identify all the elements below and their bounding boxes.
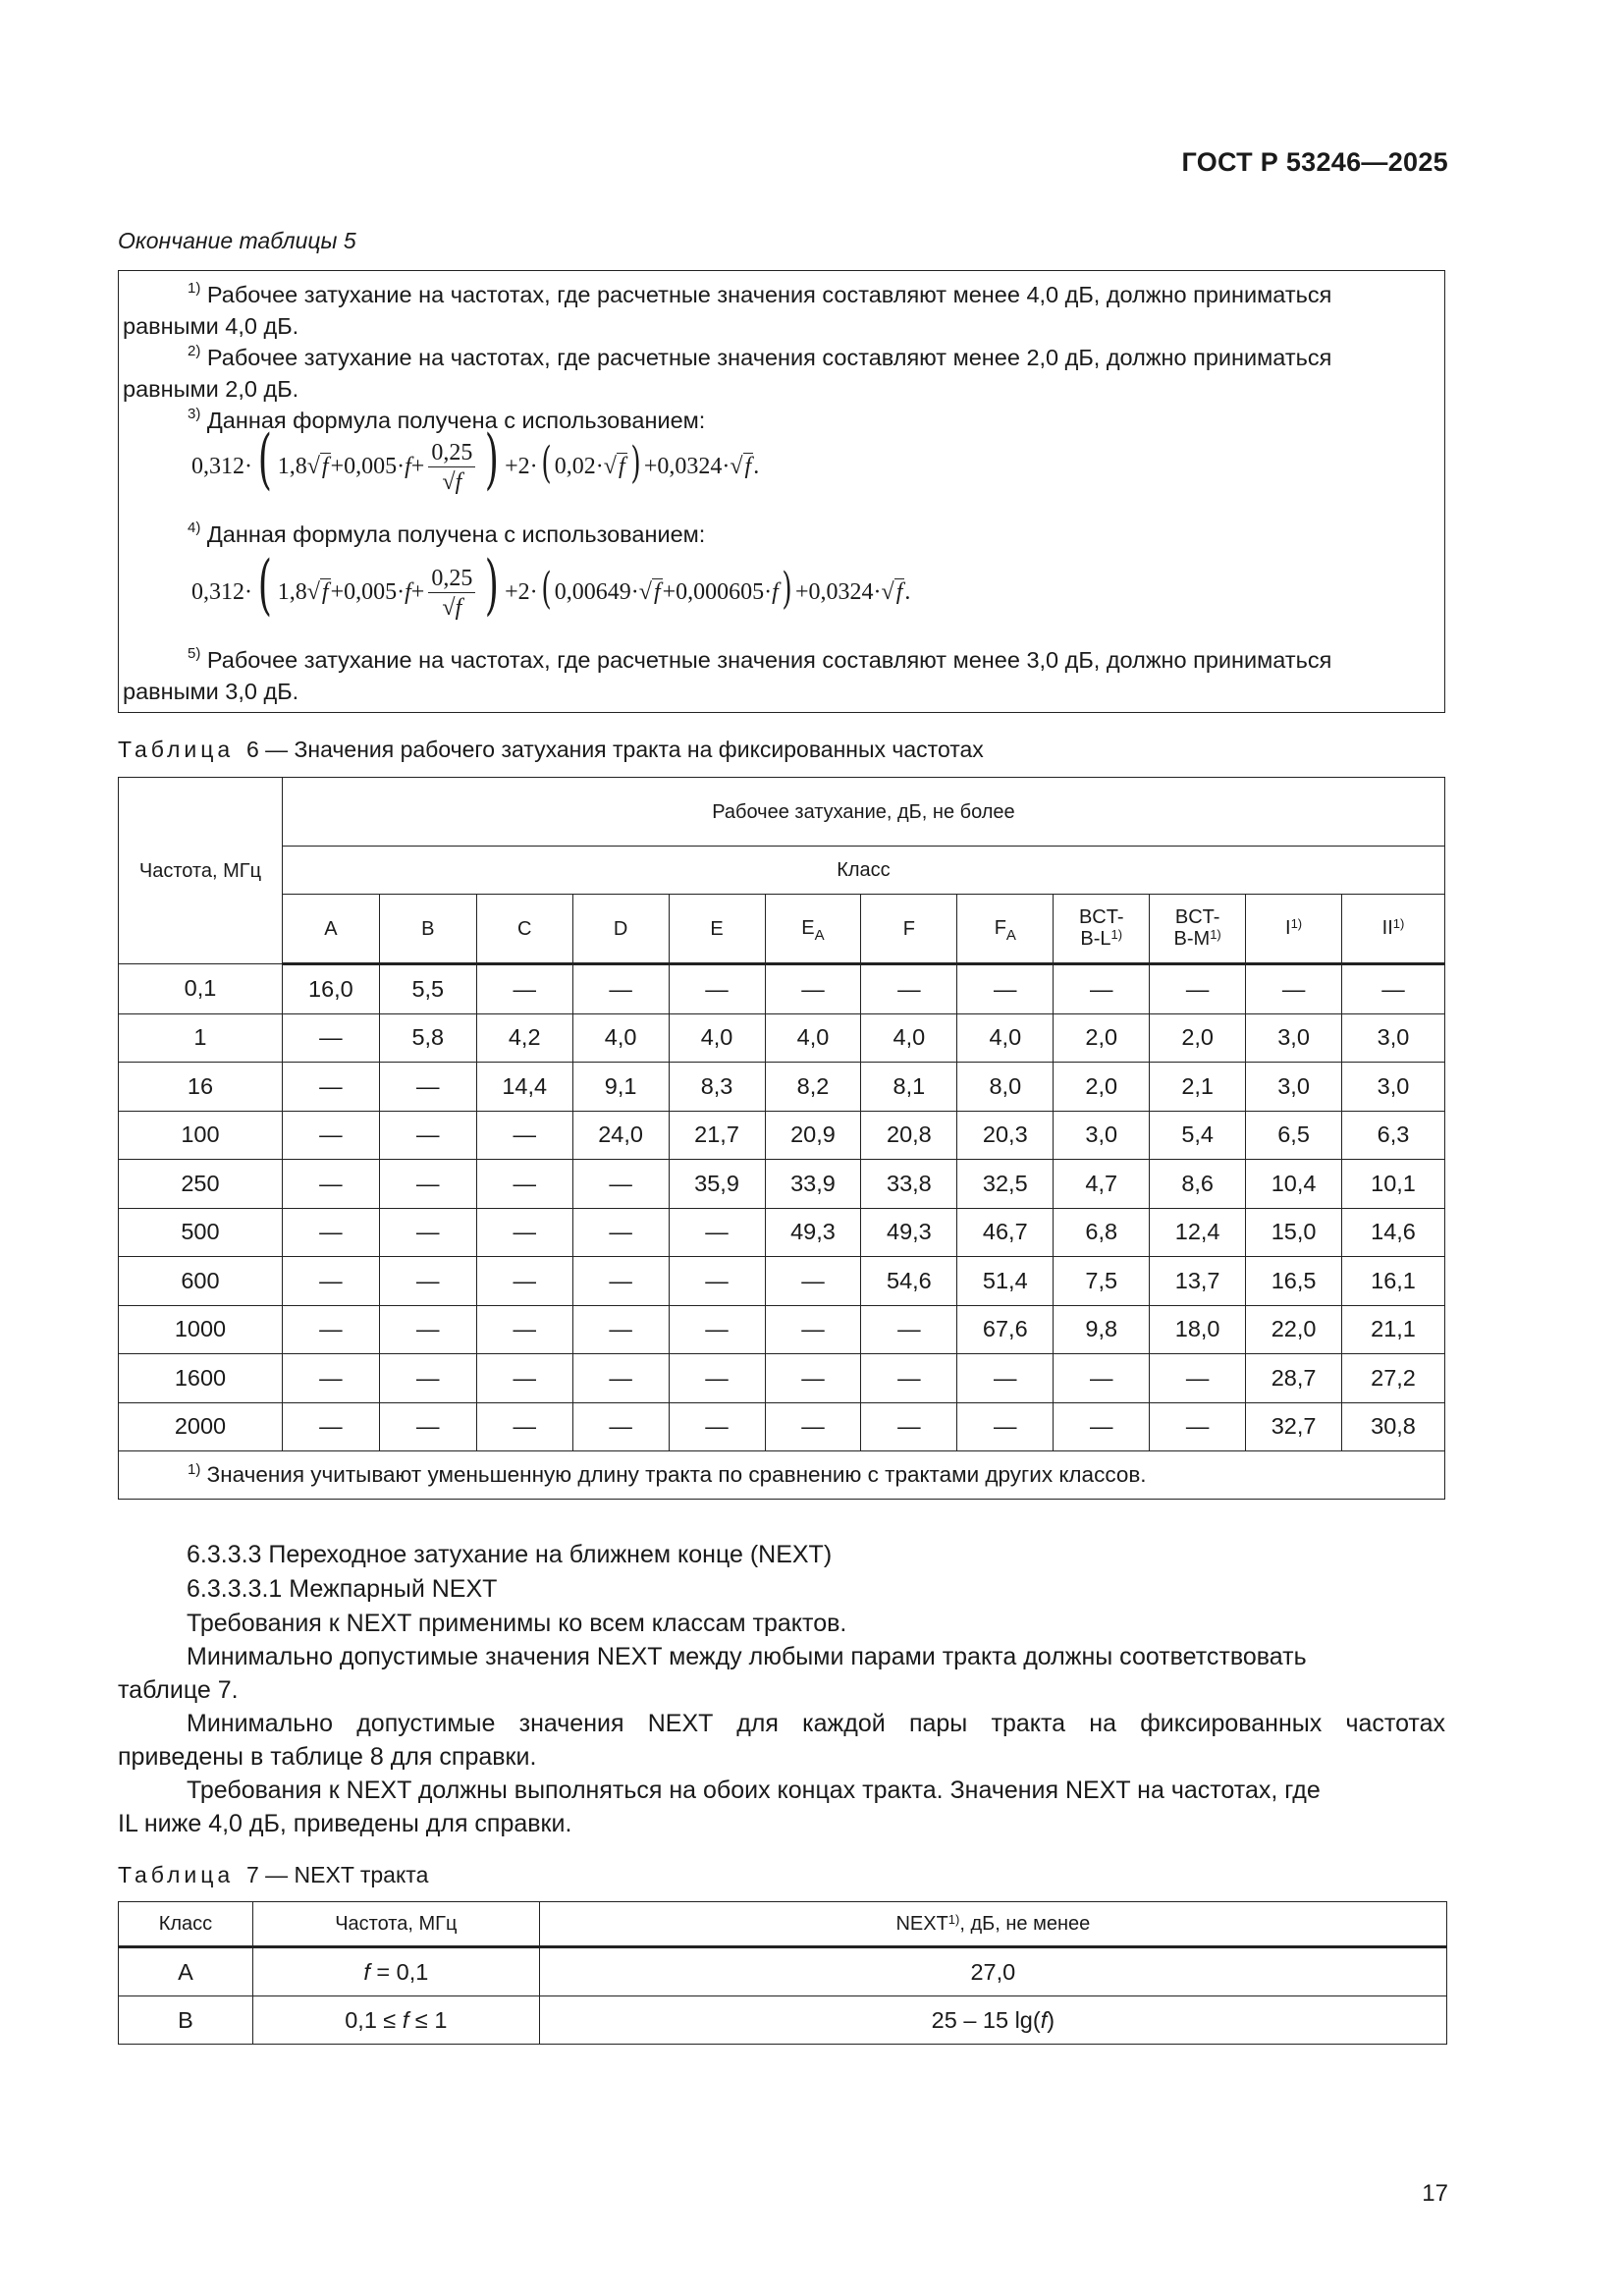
table6-cell-value: 4,0 xyxy=(861,1013,957,1063)
formula-1-sqrt1: √f xyxy=(306,454,329,479)
footnote-1-line2: равными 4,0 дБ. xyxy=(123,313,299,339)
table6-cell-value: 33,8 xyxy=(861,1160,957,1209)
footnote-1-text: Рабочее затухание на частотах, где расчетные значения составляют менее 4,0 дБ, должно приниматься xyxy=(206,282,1332,307)
table6 xyxy=(118,777,1445,1500)
table6-cell-value: 33,9 xyxy=(765,1160,861,1209)
table6-cell-value: — xyxy=(1246,964,1342,1014)
table6-cell-value: — xyxy=(379,1111,476,1160)
table-row xyxy=(119,1063,1445,1112)
table6-cell-value: — xyxy=(1054,964,1150,1014)
table6-cell-value: — xyxy=(669,1208,765,1257)
footnote-5-text: Рабочее затухание на частотах, где расчетные значения составляют менее 3,0 дБ, должно приниматься xyxy=(206,647,1332,673)
table6-cell-value: 20,8 xyxy=(861,1111,957,1160)
table6-cell-value: 5,4 xyxy=(1150,1111,1246,1160)
table6-cell-value: — xyxy=(861,1402,957,1451)
table6-cell-value: — xyxy=(476,1257,572,1306)
table-row xyxy=(119,964,1445,1014)
table6-cell-value: 22,0 xyxy=(1246,1305,1342,1354)
table6-cell-value: — xyxy=(379,1305,476,1354)
paragraph-1: Требования к NEXT применимы ко всем классам трактов. xyxy=(187,1610,847,1637)
table7-cell-class: A xyxy=(119,1947,253,1996)
table6-cell-value: 10,4 xyxy=(1246,1160,1342,1209)
formula-1-rparen: ) xyxy=(485,421,500,497)
formula-1-term2: +0,005· xyxy=(330,454,406,479)
table6-cell-value: — xyxy=(1150,1354,1246,1403)
table6-cell-value: 3,0 xyxy=(1342,1063,1445,1112)
paragraph-3-line1: Минимально допустимые значения NEXT для каждой пары тракта на фиксированных частотах xyxy=(187,1710,1445,1737)
formula-1-term: 1,8 xyxy=(277,454,307,479)
footnote-3-text: Данная формула получена с использованием: xyxy=(206,408,706,433)
footnote-4-text: Данная формула получена с использованием: xyxy=(206,521,706,547)
table6-cell-value: 9,1 xyxy=(572,1063,669,1112)
table6-cell-value: 24,0 xyxy=(572,1111,669,1160)
table6-cell-frequency: 1000 xyxy=(119,1305,283,1354)
table6-class-d: D xyxy=(572,895,669,964)
table6-cell-value: — xyxy=(282,1160,379,1209)
table6-cell-value: 7,5 xyxy=(1054,1257,1150,1306)
table-row xyxy=(119,1208,1445,1257)
table6-cell-value: — xyxy=(669,1402,765,1451)
formula-1-fraction: $\frac{0,25}{√f}$ xyxy=(428,439,475,497)
table6-cell-value: — xyxy=(669,1354,765,1403)
table6-cell-value: 46,7 xyxy=(957,1208,1054,1257)
table6-cell-value: — xyxy=(572,1354,669,1403)
table6-class-e: E xyxy=(669,895,765,964)
table6-cell-value: — xyxy=(572,1208,669,1257)
table6-cell-value: 54,6 xyxy=(861,1257,957,1306)
table6-cell-value: 4,7 xyxy=(1054,1160,1150,1209)
table6-note: $^{1)}$ Значения учитывают уменьшенную длину тракта по сравнению с трактами других классов. xyxy=(119,1451,1445,1500)
table7-cell-frequency: f = 0,1 xyxy=(252,1947,539,1996)
table6-header-attenuation: Рабочее затухание, дБ, не более xyxy=(282,778,1444,847)
table6-cell-value: — xyxy=(669,1257,765,1306)
table6-cell-value: 32,7 xyxy=(1246,1402,1342,1451)
table6-cell-value: 20,3 xyxy=(957,1111,1054,1160)
table6-class-bct-b-m: BCT- $B-M^{1)}$ xyxy=(1150,895,1246,964)
table6-cell-value: — xyxy=(572,964,669,1014)
table6-cell-value: 27,2 xyxy=(1342,1354,1445,1403)
table6-cell-value: — xyxy=(379,1208,476,1257)
table6-cell-value: — xyxy=(572,1305,669,1354)
footnote-2-mark: 2) xyxy=(188,343,201,359)
continuation-caption: Окончание таблицы 5 xyxy=(118,228,356,253)
table-row xyxy=(119,1305,1445,1354)
table7 xyxy=(118,1901,1447,2045)
table6-cell-value: 20,9 xyxy=(765,1111,861,1160)
table6-cell-value: — xyxy=(476,1111,572,1160)
table6-cell-value: — xyxy=(282,1354,379,1403)
table6-cell-value: — xyxy=(379,1402,476,1451)
table6-cell-value: 8,0 xyxy=(957,1063,1054,1112)
table6-class-f: F xyxy=(861,895,957,964)
table6-cell-value: — xyxy=(957,1402,1054,1451)
table6-cell-value: 4,2 xyxy=(476,1013,572,1063)
paragraph-4-line1: Требования к NEXT должны выполняться на обоих концах тракта. Значения NEXT на частотах, где xyxy=(187,1777,1321,1804)
table6-cell-value: 16,5 xyxy=(1246,1257,1342,1306)
table6-cell-value: — xyxy=(282,1208,379,1257)
formula-2-fraction: $\frac{0,25}{√f}$ xyxy=(428,565,475,623)
table6-cell-value: — xyxy=(379,1257,476,1306)
table6-cell-value: 8,1 xyxy=(861,1063,957,1112)
table6-cell-value: 18,0 xyxy=(1150,1305,1246,1354)
table6-cell-value: 3,0 xyxy=(1246,1063,1342,1112)
table6-cell-value: 35,9 xyxy=(669,1160,765,1209)
table6-cell-frequency: 2000 xyxy=(119,1402,283,1451)
table6-cell-value: 13,7 xyxy=(1150,1257,1246,1306)
table6-cell-value: 12,4 xyxy=(1150,1208,1246,1257)
footnote-3-mark: 3) xyxy=(188,406,201,422)
table-row xyxy=(119,1160,1445,1209)
table6-class-b: B xyxy=(379,895,476,964)
table6-cell-value: 3,0 xyxy=(1246,1013,1342,1063)
table6-cell-value: 4,0 xyxy=(669,1013,765,1063)
table6-cell-value: — xyxy=(476,1160,572,1209)
table7-caption: Таблица 7 — NEXT тракта xyxy=(118,1862,429,1887)
table6-cell-value: 3,0 xyxy=(1342,1013,1445,1063)
table7-header-frequency: Частота, МГц xyxy=(252,1902,539,1947)
table6-cell-value: — xyxy=(861,1354,957,1403)
table6-cell-value: — xyxy=(669,1305,765,1354)
formula-1-lparen: ( xyxy=(257,421,272,497)
table6-cell-value: — xyxy=(379,1354,476,1403)
paragraph-3-line2: приведены в таблице 8 для справки. xyxy=(118,1743,537,1771)
table6-cell-value: 10,1 xyxy=(1342,1160,1445,1209)
table6-caption: Таблица 6 — Значения рабочего затухания тракта на фиксированных частотах xyxy=(118,737,984,762)
table7-cell-class: B xyxy=(119,1996,253,2045)
paragraph-2-line2: таблице 7. xyxy=(118,1676,239,1704)
section-heading-6-3-3-3: 6.3.3.3 Переходное затухание на ближнем конце (NEXT) xyxy=(187,1541,833,1568)
table6-cell-value: — xyxy=(861,1305,957,1354)
table6-cell-value: 16,0 xyxy=(282,964,379,1014)
table6-cell-value: 6,8 xyxy=(1054,1208,1150,1257)
table6-cell-value: 8,2 xyxy=(765,1063,861,1112)
table6-cell-value: 4,0 xyxy=(572,1013,669,1063)
table6-cell-value: — xyxy=(282,1063,379,1112)
table6-cell-frequency: 1600 xyxy=(119,1354,283,1403)
footnote-4-mark: 4) xyxy=(188,519,201,536)
table-row xyxy=(119,1996,1447,2045)
table6-cell-frequency: 0,1 xyxy=(119,964,283,1014)
table6-cell-value: 14,6 xyxy=(1342,1208,1445,1257)
table5-footnotes xyxy=(118,270,1445,713)
table6-cell-value: 21,1 xyxy=(1342,1305,1445,1354)
table6-cell-value: 28,7 xyxy=(1246,1354,1342,1403)
table6-cell-value: 21,7 xyxy=(669,1111,765,1160)
section-heading-6-3-3-3-1: 6.3.3.3.1 Межпарный NEXT xyxy=(187,1575,498,1603)
table6-cell-value: 8,3 xyxy=(669,1063,765,1112)
table6-cell-value: 67,6 xyxy=(957,1305,1054,1354)
table6-cell-value: — xyxy=(379,1160,476,1209)
table6-cell-value: — xyxy=(957,1354,1054,1403)
table-row xyxy=(119,1354,1445,1403)
table6-header-frequency: Частота, МГц xyxy=(119,778,283,964)
footnote-5-line1 xyxy=(188,644,1331,680)
table6-cell-value: — xyxy=(282,1013,379,1063)
table6-cell-value: 51,4 xyxy=(957,1257,1054,1306)
table6-cell-frequency: 1 xyxy=(119,1013,283,1063)
table-row xyxy=(119,1947,1447,1996)
table6-body xyxy=(119,964,1445,1451)
footnote-1-line1 xyxy=(188,279,1331,314)
table6-cell-value: 8,6 xyxy=(1150,1160,1246,1209)
table6-cell-value: — xyxy=(765,1402,861,1451)
table6-cell-value: 49,3 xyxy=(861,1208,957,1257)
table7-header-class: Класс xyxy=(119,1902,253,1947)
table-row xyxy=(119,1257,1445,1306)
table6-cell-value: — xyxy=(765,1257,861,1306)
table6-cell-value: 2,0 xyxy=(1054,1063,1150,1112)
table7-cell-next: 27,0 xyxy=(539,1947,1446,1996)
table6-cell-value: — xyxy=(765,1354,861,1403)
table6-header-class: Класс xyxy=(282,847,1444,895)
table6-cell-value: 5,8 xyxy=(379,1013,476,1063)
table-row xyxy=(119,1111,1445,1160)
formula-2: 0,312·( 1,8√f+0,005·f+ $\frac{0,25}{√f}$ ) +2·( 0,00649·√f+0,000605·f) +0,0324·√f. xyxy=(191,547,911,623)
table6-cell-value: — xyxy=(1054,1402,1150,1451)
table6-cell-value: 32,5 xyxy=(957,1160,1054,1209)
table6-cell-value: — xyxy=(476,1354,572,1403)
table6-cell-value: 2,0 xyxy=(1054,1013,1150,1063)
table6-cell-value: 16,1 xyxy=(1342,1257,1445,1306)
table7-header-next: NEXT$^{1)}$, дБ, не менее xyxy=(539,1902,1446,1947)
table6-cell-value: 9,8 xyxy=(1054,1305,1150,1354)
table6-cell-value: — xyxy=(282,1305,379,1354)
paragraph-2-line1: Минимально допустимые значения NEXT между любыми парами тракта должны соответствовать xyxy=(187,1643,1307,1670)
table6-cell-value: — xyxy=(476,1305,572,1354)
footnote-5-line2: равными 3,0 дБ. xyxy=(123,679,299,704)
table7-cell-next: 25 – 15 lg(f) xyxy=(539,1996,1446,2045)
table6-cell-value: — xyxy=(572,1160,669,1209)
table-row xyxy=(119,1402,1445,1451)
table6-cell-value: — xyxy=(765,1305,861,1354)
footnote-2-line1 xyxy=(188,342,1331,377)
table6-cell-frequency: 100 xyxy=(119,1111,283,1160)
table6-cell-value: 6,3 xyxy=(1342,1111,1445,1160)
table6-cell-value: 4,0 xyxy=(765,1013,861,1063)
footnote-1-mark: 1) xyxy=(188,280,201,297)
table6-cell-value: 14,4 xyxy=(476,1063,572,1112)
table6-cell-value: 5,5 xyxy=(379,964,476,1014)
formula-1-coef: 0,312· xyxy=(191,454,252,479)
table6-cell-value: 6,5 xyxy=(1246,1111,1342,1160)
paragraph-4-line2: IL ниже 4,0 дБ, приведены для справки. xyxy=(118,1810,572,1837)
table6-cell-value: — xyxy=(957,964,1054,1014)
table6-cell-value: 2,0 xyxy=(1150,1013,1246,1063)
table6-class-c: C xyxy=(476,895,572,964)
table6-class-bct-b-l: BCT- $B-L^{1)}$ xyxy=(1054,895,1150,964)
table6-cell-value: — xyxy=(861,964,957,1014)
table6-cell-value: — xyxy=(765,964,861,1014)
page-number: 17 xyxy=(1422,2180,1448,2207)
table6-cell-value: — xyxy=(669,964,765,1014)
table6-cell-value: — xyxy=(476,1208,572,1257)
table6-class-ii: II$^{1)}$ xyxy=(1342,895,1445,964)
table7-cell-frequency: 0,1 ≤ f ≤ 1 xyxy=(252,1996,539,2045)
table6-class-ea: $E_A$ xyxy=(765,895,861,964)
table6-cell-value: 2,1 xyxy=(1150,1063,1246,1112)
table6-cell-value: — xyxy=(1150,964,1246,1014)
table6-cell-value: — xyxy=(572,1257,669,1306)
table6-cell-value: 30,8 xyxy=(1342,1402,1445,1451)
table6-cell-frequency: 600 xyxy=(119,1257,283,1306)
table6-class-fa: $F_A$ xyxy=(957,895,1054,964)
table6-cell-value: — xyxy=(282,1257,379,1306)
table6-cell-value: — xyxy=(1054,1354,1150,1403)
footnote-5-mark: 5) xyxy=(188,645,201,662)
table6-cell-value: — xyxy=(572,1402,669,1451)
table6-cell-value: — xyxy=(476,964,572,1014)
table6-class-a: A xyxy=(282,895,379,964)
document-standard-number: ГОСТ Р 53246—2025 xyxy=(1181,147,1448,177)
table6-cell-value: 49,3 xyxy=(765,1208,861,1257)
table6-cell-value: — xyxy=(379,1063,476,1112)
table6-cell-frequency: 16 xyxy=(119,1063,283,1112)
table6-cell-frequency: 500 xyxy=(119,1208,283,1257)
table6-class-i: $I^{1)}$ xyxy=(1246,895,1342,964)
table-row xyxy=(119,1013,1445,1063)
table6-cell-value: — xyxy=(282,1402,379,1451)
table6-cell-value: — xyxy=(1150,1402,1246,1451)
table6-cell-value: 15,0 xyxy=(1246,1208,1342,1257)
table6-cell-value: — xyxy=(476,1402,572,1451)
footnote-2-line2: равными 2,0 дБ. xyxy=(123,376,299,402)
formula-1: 0,312·( 1,8√f+0,005·f+ $\frac{0,25}{√f}$ ) +2·( 0,02·√f ) +0,0324·√f. xyxy=(191,421,760,497)
table6-cell-frequency: 250 xyxy=(119,1160,283,1209)
table6-cell-value: 3,0 xyxy=(1054,1111,1150,1160)
footnote-2-text: Рабочее затухание на частотах, где расчетные значения составляют менее 2,0 дБ, должно приниматься xyxy=(206,345,1332,370)
table6-cell-value: — xyxy=(282,1111,379,1160)
table6-cell-value: 4,0 xyxy=(957,1013,1054,1063)
table6-cell-value: — xyxy=(1342,964,1445,1014)
